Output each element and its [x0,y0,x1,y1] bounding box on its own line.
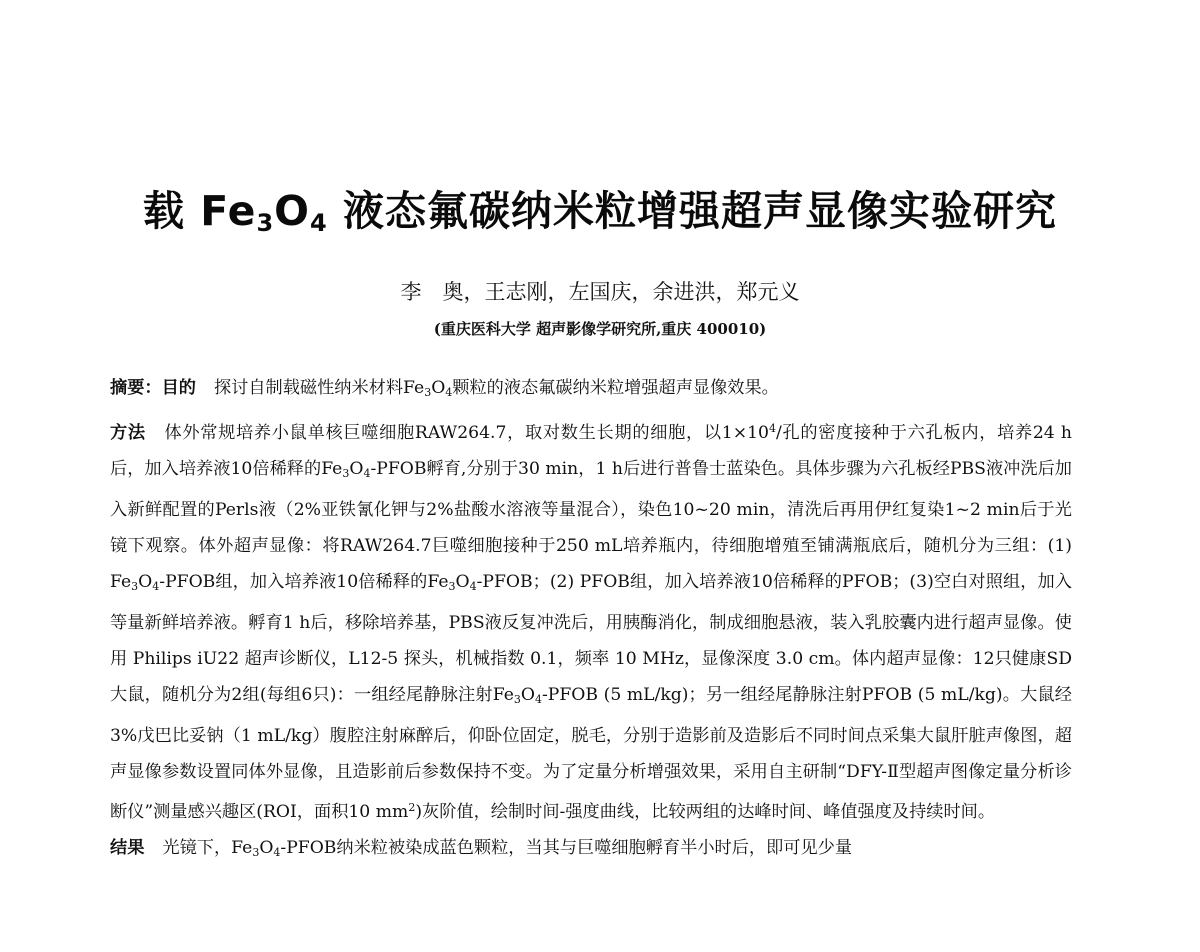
abstract-text: 探讨自制载磁性纳米材料Fe [213,378,425,398]
abstract-text: 颗粒的液态氟碳纳米粒增强超声显像效果。 [452,378,779,398]
affiliation: (重庆医科大学 超声影像学研究所,重庆 400010) [433,320,767,338]
subscript: 3 [131,580,139,593]
abstract-results [110,830,1072,871]
subscript: 4 [152,580,160,593]
objective-label: 目的 [161,378,196,398]
methods-text: -PFOB孵育,分别于30 min，1 h后进行普鲁士蓝染色。具体步骤为六孔板经PBS液冲洗后加入新鲜配置的Perls液（2%亚铁氰化钾与2%盐酸水溶液等量混合），染色10~20 min，清洗后再用伊红复染1~2 min后于光镜下观察。体外超声显像：将RAW264.7巨噬细胞接种于250 mL培养瓶内，待细胞增殖至铺满瓶底后，随机分为三组：(1) Fe [110,459,1072,592]
methods-text: -PFOB；(2) PFOB组，加入培养液10倍稀释的PFOB；(3)空白对照组，加入等量新鲜培养液。孵育1 h后，移除培养基，PBS液反复冲洗后，用胰酶消化，制成细胞悬液，装入乳胶囊内进行超声显像。使用 Philips iU22 超声诊断仪，L12-5 探头，机械指数 0.1，频率 10 MHz，显像深度 3.0 cm。体内超声显像：12只健康SD大鼠，随机分为2组(每组6只)：一组经尾静脉注射Fe [110,572,1072,705]
results-text: 光镜下，Fe [162,838,253,858]
subscript: 4 [534,693,542,706]
methods-text: -PFOB (5 mL/kg)；另一组经尾静脉注射PFOB (5 mL/kg)。大鼠经3%戊巴比妥钠（1 mL/kg）腹腔注射麻醉后，仰卧位固定，脱毛，分别于造影前及造影后不同时间点采集大鼠肝脏声像图，超声显像参数设置同体外显像，且造影前后参数保持不变。为了定量分析增强效果，采用自主研制“DFY-Ⅱ型超声图像定量分析诊断仪”测量感兴趣区(ROI，面积10 mm [110,685,1072,822]
methods-text: O [349,459,364,479]
methods-text: )灰阶值，绘制时间-强度曲线，比较两组的达峰时间、峰值强度及持续时间。 [415,802,996,822]
abstract-section [110,370,1072,871]
title-subscript: 3 [256,209,275,237]
title-part: 载 Fe [143,187,257,235]
results-label: 结果 [110,838,145,858]
author-list: 李 奥，王志刚，左国庆，余进洪，郑元义 [400,280,800,304]
methods-text: O [138,572,153,592]
abstract-label: 摘要： [110,378,162,398]
subscript: 3 [252,846,260,859]
subscript: 3 [424,386,432,399]
methods-text: O [455,572,470,592]
methods-text: -PFOB组，加入培养液10倍稀释的Fe [159,572,449,592]
subscript: 4 [363,467,371,480]
title-subscript: 4 [310,209,328,237]
subscript: 4 [445,386,453,399]
methods-label: 方法 [110,423,146,443]
methods-text: 体外常规培养小鼠单核巨噬细胞RAW264.7，取对数生长期的细胞，以1×10 [163,423,769,443]
results-text: O [259,838,274,858]
abstract-methods [110,411,1072,830]
subscript: 4 [273,846,281,859]
abstract-objective [110,370,1072,411]
methods-text: /孔的密度接种于六孔板内，培养24 h后，加入培养液10倍稀释的Fe [110,423,1072,479]
results-text: -PFOB纳米粒被染成蓝色颗粒，当其与巨噬细胞孵育半小时后，即可见少量 [280,838,853,858]
subscript: 4 [469,580,477,593]
title-part: 液态氟碳纳米粒增强超声显像实验研究 [327,187,1057,235]
subscript: 3 [448,580,456,593]
paper-title [0,178,1200,237]
superscript: 2 [408,801,416,814]
superscript: 4 [768,422,776,435]
methods-text: O [520,685,535,705]
abstract-text: O [431,378,446,398]
title-part: O [274,187,310,235]
subscript: 3 [342,467,350,480]
subscript: 3 [513,693,521,706]
